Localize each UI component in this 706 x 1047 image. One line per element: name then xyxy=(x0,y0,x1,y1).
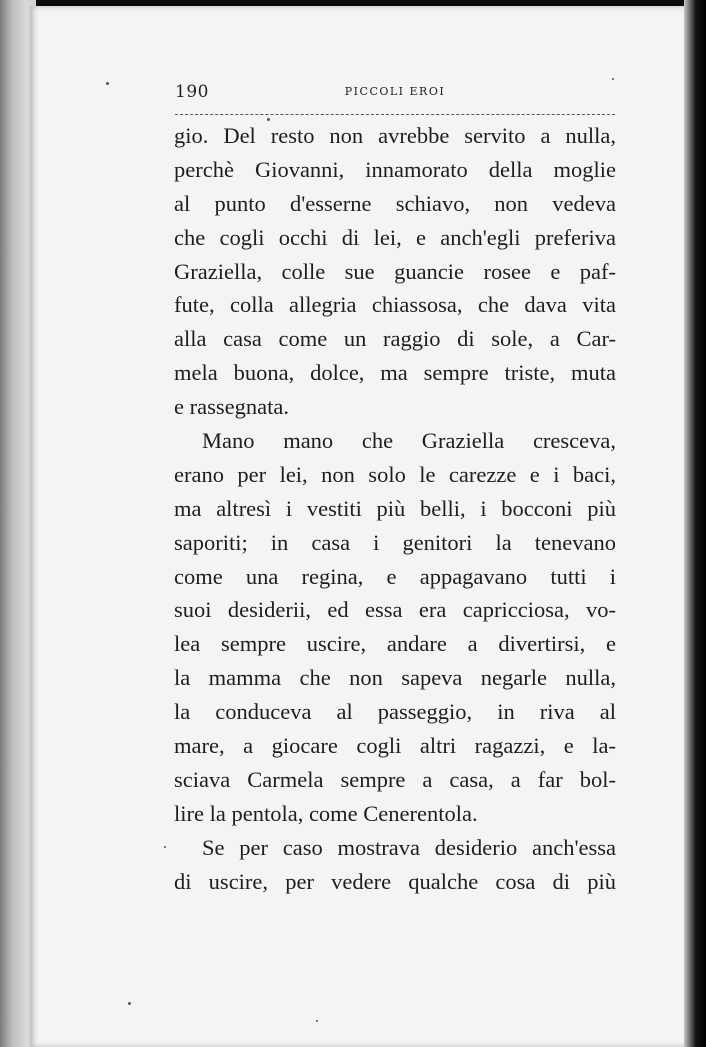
speck xyxy=(164,846,166,848)
text-line: la conduceva al passeggio, in riva al xyxy=(174,699,616,725)
text-line: Mano mano che Graziella cresceva, xyxy=(202,428,616,454)
text-line: sciava Carmela sempre a casa, a far bol- xyxy=(174,766,616,792)
text-line: che cogli occhi di lei, e anch'egli preferiva xyxy=(174,224,616,250)
speck xyxy=(128,1002,131,1005)
page-number: 190 xyxy=(175,82,209,102)
text-line: alla casa come un raggio di sole, a Car- xyxy=(174,326,616,352)
text-line: di uscire, per vedere qualche cosa di più xyxy=(174,868,616,894)
text-line: la mamma che non sapeva negarle nulla, xyxy=(174,665,616,691)
text-line: Se per caso mostrava desiderio anch'essa xyxy=(202,834,616,860)
speck xyxy=(612,78,614,80)
body-text xyxy=(174,119,616,898)
text-line: gio. Del resto non avrebbe servito a nulla, xyxy=(174,123,616,148)
text-line: saporiti; in casa i genitori la tenevano xyxy=(174,529,616,555)
text-line: fute, colla allegria chiassosa, che dava vita xyxy=(174,292,616,318)
text-line: come una regina, e appagavano tutti i xyxy=(174,563,616,589)
speck xyxy=(316,1020,318,1022)
text-line: mela buona, dolce, ma sempre triste, muta xyxy=(174,360,616,386)
page-header xyxy=(175,82,615,104)
text-line: suoi desiderii, ed essa era capricciosa, vo- xyxy=(174,597,616,623)
text-line: ma altresì i vestiti più belli, i bocconi più xyxy=(174,495,616,521)
right-book-edge xyxy=(684,0,706,1047)
running-title: PICCOLI EROI xyxy=(344,85,446,98)
header-rule xyxy=(175,114,615,115)
speck xyxy=(267,118,270,121)
text-line: erano per lei, non solo le carezze e i baci, xyxy=(174,461,616,487)
text-line: lire la pentola, come Cenerentola. xyxy=(174,800,478,826)
speck xyxy=(106,82,109,85)
text-line: lea sempre uscire, andare a divertirsi, e xyxy=(174,631,616,657)
text-line: al punto d'esserne schiavo, non vedeva xyxy=(174,190,616,216)
text-line: e rassegnata. xyxy=(174,394,289,420)
text-line: Graziella, colle sue guancie rosee e paf- xyxy=(174,258,616,284)
text-line: mare, a giocare cogli altri ragazzi, e la- xyxy=(174,733,616,759)
text-line: perchè Giovanni, innamorato della moglie xyxy=(174,156,616,182)
